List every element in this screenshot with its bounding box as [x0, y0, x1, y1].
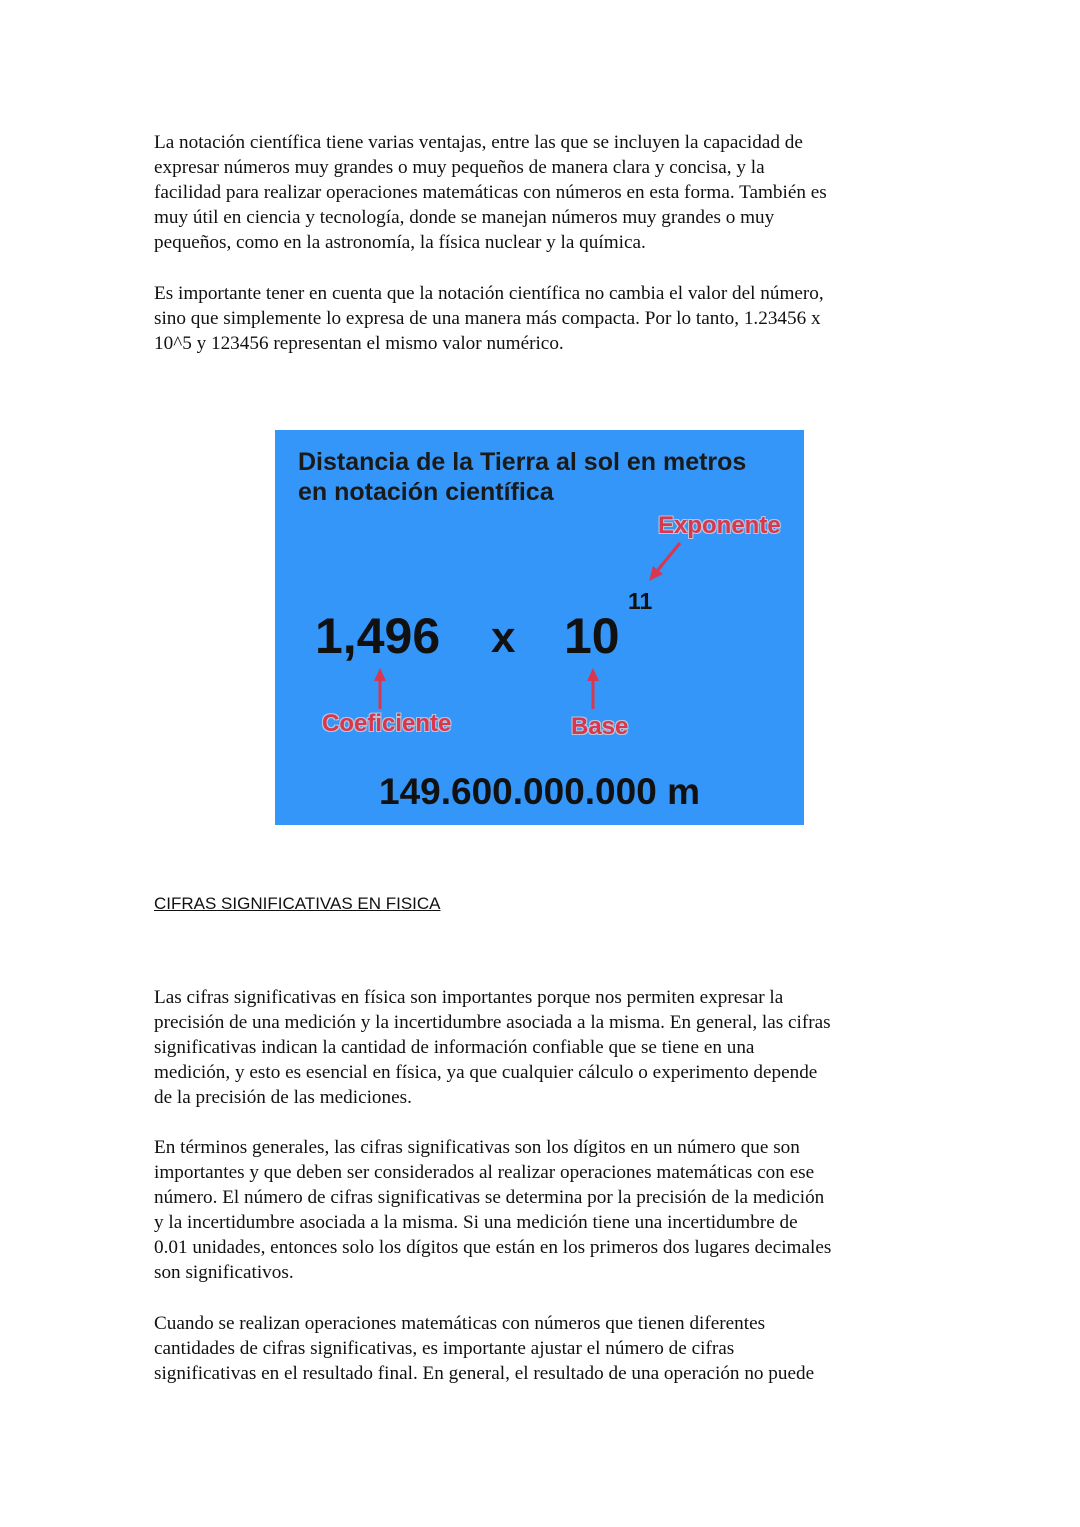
paragraph-operations [154, 1311, 934, 1386]
text-line: significativas en el resultado final. En general, el resultado de una operación no puede [154, 1363, 815, 1384]
text-line: Cuando se realizan operaciones matemáticas con números que tienen diferentes [154, 1313, 766, 1334]
coefficient-arrow-head [374, 668, 386, 681]
result-value: 149.600.000.000 m [379, 771, 700, 812]
section-heading: CIFRAS SIGNIFICATIVAS EN FISICA [154, 894, 441, 913]
coefficient-label: Coeficiente [322, 710, 452, 737]
text-line: facilidad para realizar operaciones matemáticas con números en esta forma. También es [154, 182, 827, 203]
text-line: expresar números muy grandes o muy pequeños de manera clara y concisa, y la [154, 157, 765, 178]
text-line: Las cifras significativas en física son importantes porque nos permiten expresar la [154, 987, 784, 1008]
arrows-graphic [275, 430, 804, 825]
text-line: sino que simplemente lo expresa de una manera más compacta. Por lo tanto, 1.23456 x [154, 308, 821, 329]
text-line: medición, y esto es esencial en física, ya que cualquier cálculo o experimento depende [154, 1062, 818, 1083]
text-line: 0.01 unidades, entonces solo los dígitos que están en los primeros dos lugares decimales [154, 1237, 832, 1258]
paragraph-significant-figures-definition [154, 1135, 934, 1285]
text-line: 10^5 y 123456 representan el mismo valor numérico. [154, 333, 564, 354]
text-line: importantes y que deben ser considerados al realizar operaciones matemáticas con ese [154, 1162, 815, 1183]
text-line: muy útil en ciencia y tecnología, donde se manejan números muy grandes o muy [154, 207, 775, 228]
text-line: cantidades de cifras significativas, es importante ajustar el número de cifras [154, 1338, 735, 1359]
exponent-arrow-line [657, 543, 680, 571]
text-line: número. El número de cifras significativas se determina por la precisión de la medición [154, 1187, 825, 1208]
text-line: de la precisión de las mediciones. [154, 1087, 412, 1108]
exponent-value: 11 [628, 588, 653, 614]
text-line: pequeños, como en la astronomía, la física nuclear y la química. [154, 232, 646, 253]
paragraph-advantages [154, 130, 934, 255]
paragraph-significant-figures-intro [154, 985, 934, 1110]
base-arrow-head [587, 668, 599, 681]
exponent-label: Exponente [658, 512, 781, 539]
scientific-notation-figure [275, 430, 804, 825]
text-line: La notación científica tiene varias ventajas, entre las que se incluyen la capacidad de [154, 132, 803, 153]
figure-title-line-1: Distancia de la Tierra al sol en metros [298, 448, 747, 476]
coefficient-value: 1,496 [315, 608, 441, 664]
text-line: y la incertidumbre asociada a la misma. Si una medición tiene una incertidumbre de [154, 1212, 798, 1233]
text-line: En términos generales, las cifras significativas son los dígitos en un número que son [154, 1137, 800, 1158]
figure-title-line-2: en notación científica [298, 478, 554, 506]
paragraph-value-unchanged [154, 281, 934, 356]
text-line: Es importante tener en cuenta que la notación científica no cambia el valor del número, [154, 283, 824, 304]
base-value: 10 [564, 608, 620, 664]
text-line: son significativos. [154, 1262, 294, 1283]
base-label: Base [571, 713, 629, 740]
text-line: precisión de una medición y la incertidumbre asociada a la misma. En general, las cifras [154, 1012, 831, 1033]
text-line: significativas indican la cantidad de información confiable que se tiene en una [154, 1037, 755, 1058]
times-symbol: x [491, 613, 516, 662]
